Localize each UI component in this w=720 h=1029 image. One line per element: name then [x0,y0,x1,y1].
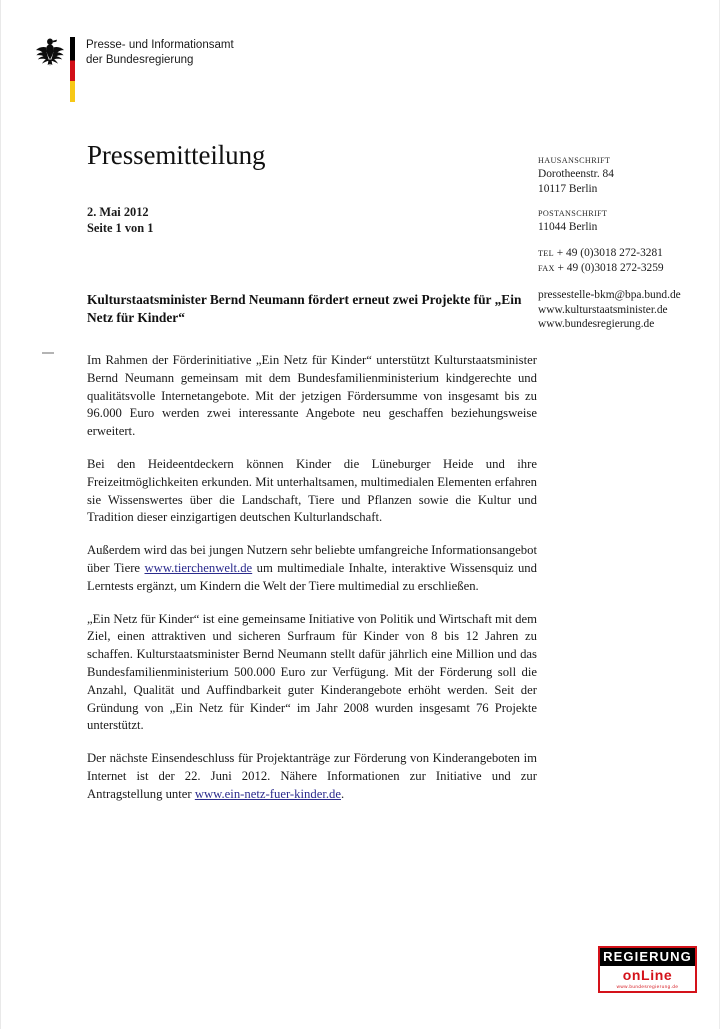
online-contact-group [538,288,713,332]
paragraph-5-text-before: Der nächste Einsendeschluss für Projektanträge zur Förderung von Kinderangeboten im Internet ist der 22. Juni 2012. Nähere Informationen zur Initiative und zur Antragstellung unter [87,751,537,801]
logo-url-text: www.bundesregierung.de [600,983,695,991]
fax-row [538,261,713,277]
logo-mid-text: onLine [600,966,695,983]
german-flag-bar [70,37,75,102]
page-number: Seite 1 von 1 [87,220,154,235]
masthead-line-1: Presse- und Informationsamt [86,39,234,51]
publication-date: 2. Mai 2012 [87,205,149,219]
street-address-group [538,154,713,196]
masthead-line-2: der Bundesregierung [86,53,194,66]
paragraph-5 [87,750,537,803]
street-address-line-1: Dorotheenstr. 84 [538,168,614,180]
paragraph-3-text-before: Außerdem wird das bei jungen Nutzern sehr beliebte umfangreiche Informationsangebot über Tiere [87,543,537,575]
masthead-text [86,38,234,67]
paragraph-3-text-after: um multimediale Inhalte, interaktive Wissensquiz und Lerntests ergänzt, um Kindern die Welt der Tiere multimedial zu erschließen. [87,560,537,593]
contact-block [538,154,713,332]
postal-address-line-1: 11044 Berlin [538,221,598,234]
fax-label: FAX [538,264,555,274]
postal-address-group [538,207,713,235]
website-bundesregierung: www.bundesregierung.de [538,318,655,331]
regierung-online-logo [598,946,697,993]
paragraph-1: Im Rahmen der Förderinitiative „Ein Netz für Kinder“ unterstützt Kulturstaatsminister Bernd Neumann gemeinsam mit dem Bundesfamilienministerium kindgerechte und qualitätsvolle Internetangebote. Mit der jetzigen Fördersumme von insgesamt bis zu 96.000 Euro werden zwei interessante Angebote neu geschaffen beziehungsweise erweitert. [87,353,537,439]
website-kulturstaatsminister: www.kulturstaatsminister.de [538,303,668,316]
paragraph-5-text-after: . [341,786,345,801]
paragraph-4: „Ein Netz für Kinder“ ist eine gemeinsame Initiative von Politik und Wirtschaft mit dem Ziel, einen attraktiven und sicheren Surfraum für Kinder von 8 bis 12 Jahren zu schaffen. Kulturstaatsminister Bernd Neumann stellt dafür jährlich eine Million und das Bundesfamilienministerium 500.000 Euro zur Verfügung. Mit der Förderung soll die Anzahl, Qualität und Auffindbarkeit guter Kinderangebote erhöht werden. Seit der Gründung von „Ein Netz für Kinder“ im Jahr 2008 wurden insgesamt 76 Projekte unterstützt. [87,611,537,733]
article-body [87,352,537,804]
article-headline: Kulturstaatsminister Bernd Neumann fördert erneut zwei Projekte für „Ein Netz für Kinder“ [87,292,522,325]
postal-address-label: POSTANSCHRIFT [538,209,608,219]
paragraph-2: Bei den Heideentdeckern können Kinder die Lüneburger Heide und ihre Freizeitmöglichkeiten erkunden. Mit unterhaltsamen, multimedialen Elementen erfahren sie Wissenswertes über die Landschaft, Tiere und Pflanzen sowie die Kultur und Tradition dieser einzigartigen deutschen Kulturlandschaft. [87,456,537,525]
tierchenwelt-link[interactable]: www.tierchenwelt.de [144,560,253,575]
email-address: pressestelle-bkm@bpa.bund.de [538,288,681,301]
paragraph-3 [87,542,537,595]
street-address-label: HAUSANSCHRIFT [538,156,611,165]
ein-netz-fuer-kinder-link[interactable]: www.ein-netz-fuer-kinder.de [194,786,341,801]
telephone-row [538,246,713,262]
document-meta [87,205,153,236]
margin-dash-marker [42,352,54,354]
masthead [35,33,234,102]
federal-eagle-icon [35,36,65,68]
telephone-value: + 49 (0)3018 272-3281 [556,246,663,259]
page-title: Pressemitteilung [87,140,266,170]
logo-top-text: REGIERUNG [600,948,695,966]
fax-value: + 49 (0)3018 272-3259 [557,262,664,275]
street-address-line-2: 10117 Berlin [538,182,598,195]
phone-group [538,246,713,277]
telephone-label: TEL [538,248,554,258]
